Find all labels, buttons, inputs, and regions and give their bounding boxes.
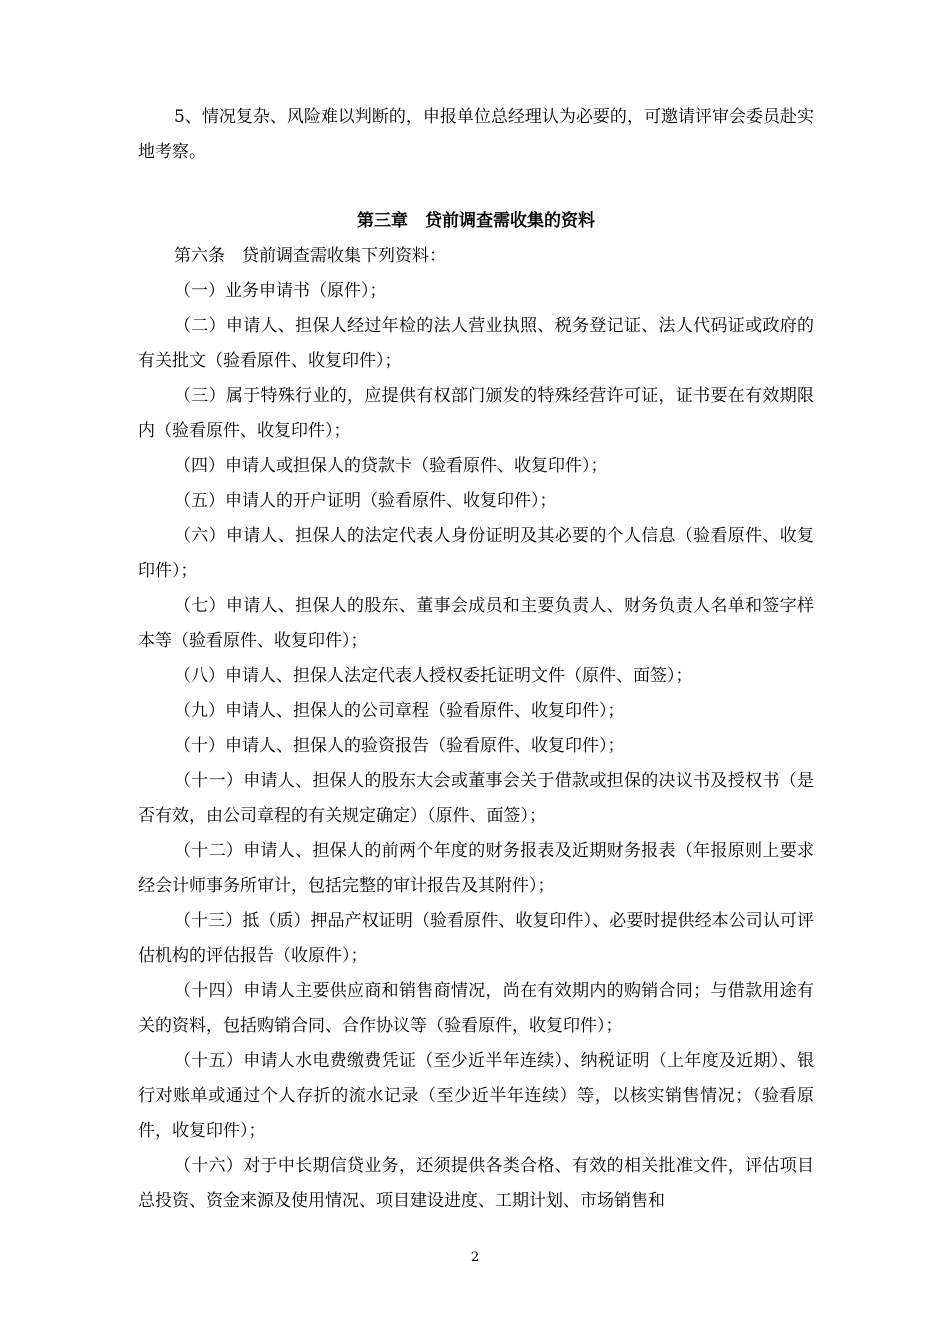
article-heading: 第六条 贷前调查需收集下列资料： [174, 246, 446, 266]
list-item-15: （十五）申请人水电费缴费凭证（至少近半年连续）、纳税证明（上年度及近期）、银行对账单或通过个人存折的流水记录（至少近半年连续）等，以核实销售情况；（验看原件，收复印件）； [138, 1051, 814, 1141]
list-item-11: （十一）申请人、担保人的股东大会或董事会关于借款或担保的决议书及授权书（是否有效，由公司章程的有关规定确定）（原件、面签）； [138, 771, 814, 826]
page-number: 2 [470, 1250, 480, 1265]
section-spacer [138, 170, 814, 204]
list-item-10: （十）申请人、担保人的验资报告（验看原件、收复印件）； [174, 736, 625, 756]
list-item-9: （九）申请人、担保人的公司章程（验看原件、收复印件）； [174, 701, 625, 721]
list-item-7: （七）申请人、担保人的股东、董事会成员和主要负责人、财务负责人名单和签字样本等（验看原件、收复印件）； [138, 596, 814, 651]
list-item-14: （十四）申请人主要供应商和销售商情况，尚在有效期内的购销合同；与借款用途有关的资料，包括购销合同、合作协议等（验看原件，收复印件）； [138, 981, 814, 1036]
list-item-6: （六）申请人、担保人的法定代表人身份证明及其必要的个人信息（验看原件、收复印件）； [138, 526, 814, 581]
list-item-3: （三）属于特殊行业的，应提供有权部门颁发的特殊经营许可证，证书要在有效期限内（验看原件、收复印件）； [138, 386, 814, 441]
list-item-8: （八）申请人、担保人法定代表人授权委托证明文件（原件、面签）； [174, 666, 693, 686]
list-item-4: （四）申请人或担保人的贷款卡（验看原件、收复印件）； [174, 456, 608, 476]
list-item-13: （十三）抵（质）押品产权证明（验看原件、收复印件）、必要时提供经本公司认可评估机构的评估报告（收原件）； [138, 911, 814, 966]
list-item-5: （五）申请人的开户证明（验看原件、收复印件）； [174, 491, 557, 511]
list-item-16: （十六）对于中长期信贷业务，还须提供各类合格、有效的相关批准文件，评估项目总投资、资金来源及使用情况、项目建设进度、工期计划、市场销售和 [138, 1156, 814, 1211]
intro-paragraph: 5、情况复杂、风险难以判断的，申报单位总经理认为必要的，可邀请评审会委员赴实地考察。 [138, 107, 814, 162]
list-item-2: （二）申请人、担保人经过年检的法人营业执照、税务登记证、法人代码证或政府的有关批文（验看原件、收复印件）； [138, 316, 814, 371]
document-body [138, 100, 814, 1219]
chapter-title: 第三章 贷前调查需收集的资料 [357, 211, 595, 231]
list-item-12: （十二）申请人、担保人的前两个年度的财务报表及近期财务报表（年报原则上要求经会计师事务所审计，包括完整的审计报告及其附件）； [138, 841, 814, 896]
list-item-1: （一）业务申请书（原件）； [174, 281, 387, 301]
